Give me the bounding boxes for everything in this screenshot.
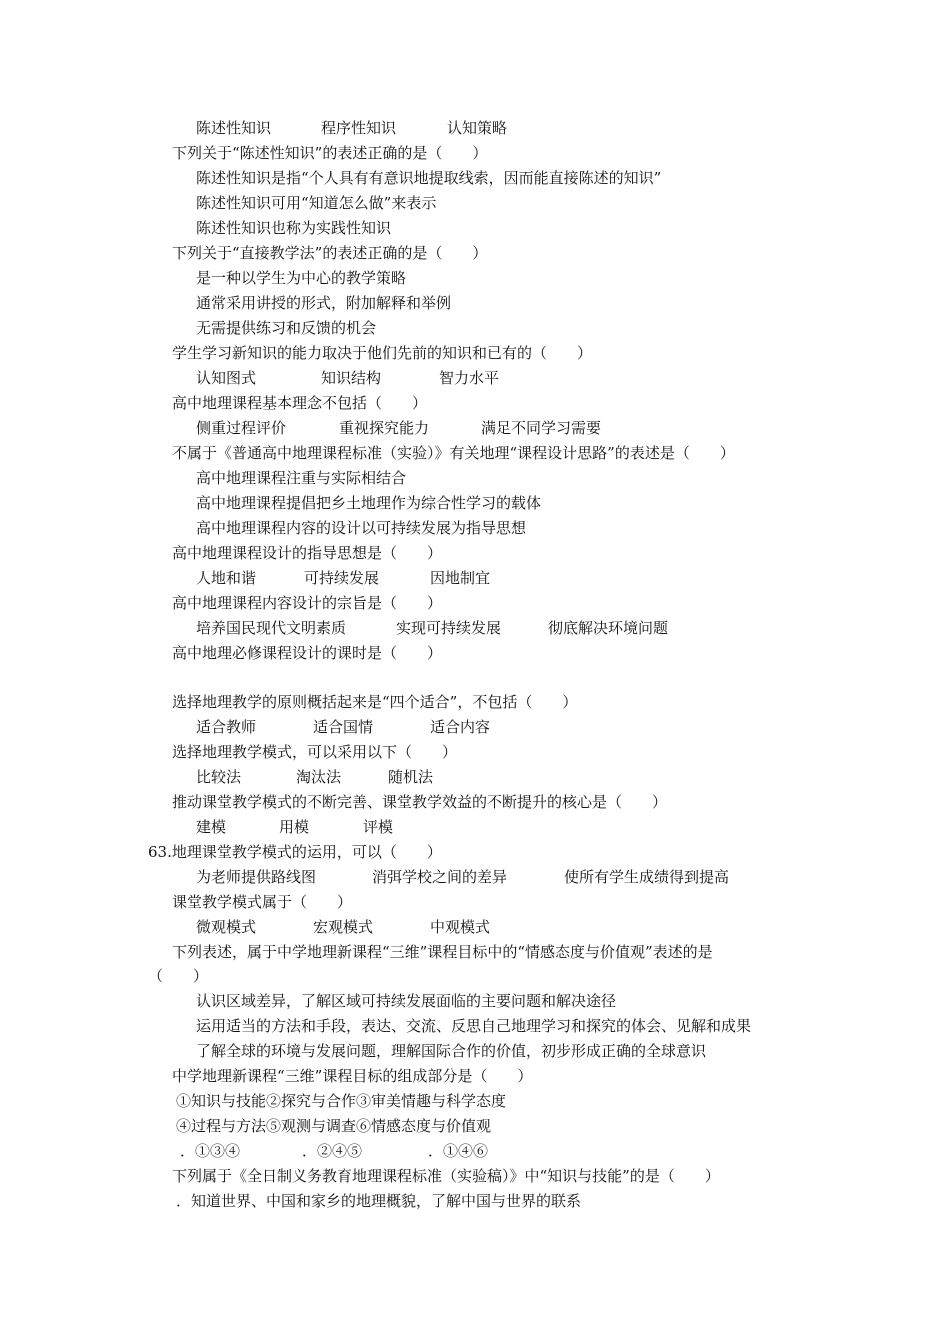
question-text: （ ） (148, 967, 209, 985)
answer-option: 比较法 (196, 768, 242, 786)
answer-option: 程序性知识 (321, 119, 397, 137)
question-text: 不属于《普通高中地理课程标准（实验）》有关地理“课程设计思路”的表述是（ ） (172, 444, 735, 462)
option-text: ①知识与技能②探究与合作③审美情趣与科学态度 (176, 1092, 507, 1110)
answer-option: 用模 (279, 818, 310, 836)
answer-option: 因地制宜 (430, 569, 491, 587)
answer-option: 中观模式 (430, 918, 491, 936)
answer-option: 宏观模式 (313, 918, 374, 936)
question-text: 学生学习新知识的能力取决于他们先前的知识和已有的（ ） (172, 344, 593, 362)
option-text: ④过程与方法⑤观测与调查⑥情感态度与价值观 (176, 1117, 492, 1135)
answer-option: 评模 (363, 818, 394, 836)
question-text: 高中地理课程基本理念不包括（ ） (172, 394, 428, 412)
answer-option: 适合教师 (196, 718, 257, 736)
option-text: 高中地理课程注重与实际相结合 (196, 469, 407, 487)
option-text: 运用适当的方法和手段，表达、交流、反思自己地理学习和探究的体会、见解和成果 (196, 1017, 752, 1035)
answer-option: 适合国情 (313, 718, 374, 736)
option-text: 通常采用讲授的形式，附加解释和举例 (196, 294, 452, 312)
answer-option: 淘汰法 (296, 768, 342, 786)
question-text: 推动课堂教学模式的不断完善、课堂教学效益的不断提升的核心是（ ） (172, 793, 668, 811)
option-text: 无需提供练习和反馈的机会 (196, 319, 377, 337)
answer-option: ．①④⑥ (428, 1142, 489, 1160)
option-text: ．知道世界、中国和家乡的地理概貌，了解中国与世界的联系 (176, 1192, 582, 1210)
question-text: 中学地理新课程“三维”课程目标的组成部分是（ ） (172, 1067, 533, 1085)
answer-option: 培养国民现代文明素质 (196, 619, 347, 637)
answer-option: 知识结构 (321, 369, 382, 387)
option-text: 陈述性知识是指“个人具有有意识地提取线索，因而能直接陈述的知识” (196, 169, 662, 187)
answer-option: 重视探究能力 (339, 419, 430, 437)
answer-option: 认知策略 (447, 119, 508, 137)
answer-option: ．②④⑤ (302, 1142, 363, 1160)
option-text: 了解全球的环境与发展问题，理解国际合作的价值，初步形成正确的全球意识 (196, 1042, 707, 1060)
question-text: 高中地理课程内容设计的宗旨是（ ） (172, 594, 443, 612)
question-text: 高中地理必修课程设计的课时是（ ） (172, 644, 443, 662)
answer-option: 侧重过程评价 (196, 419, 287, 437)
answer-option: 实现可持续发展 (396, 619, 502, 637)
option-text: 陈述性知识也称为实践性知识 (196, 219, 392, 237)
option-text: 是一种以学生为中心的教学策略 (196, 269, 407, 287)
question-text: 63.地理课堂教学模式的运用，可以（ ） (148, 843, 442, 861)
answer-option: 人地和谐 (196, 569, 257, 587)
question-text: 选择地理教学模式，可以采用以下（ ） (172, 743, 458, 761)
option-text: 高中地理课程提倡把乡土地理作为综合性学习的载体 (196, 494, 542, 512)
answer-option: 可持续发展 (304, 569, 380, 587)
answer-option: 使所有学生成绩得到提高 (564, 868, 730, 886)
answer-option: 智力水平 (439, 369, 500, 387)
question-text: 下列关于“直接教学法”的表述正确的是（ ） (172, 244, 488, 262)
question-text: 课堂教学模式属于（ ） (172, 893, 353, 911)
question-text: 高中地理课程设计的指导思想是（ ） (172, 544, 443, 562)
question-text: 下列表述，属于中学地理新课程“三维”课程目标中的“情感态度与价值观”表述的是 (172, 943, 713, 961)
option-text: 高中地理课程内容的设计以可持续发展为指导思想 (196, 519, 527, 537)
option-text: 陈述性知识可用“知道怎么做”来表示 (196, 194, 437, 212)
answer-option: 微观模式 (196, 918, 257, 936)
option-text: 认识区域差异，了解区域可持续发展面临的主要问题和解决途径 (196, 992, 617, 1010)
answer-option: 彻底解决环境问题 (548, 619, 669, 637)
answer-option: 适合内容 (430, 718, 491, 736)
answer-option: 认知图式 (196, 369, 257, 387)
answer-option: 随机法 (388, 768, 434, 786)
answer-option: ．①③④ (180, 1142, 241, 1160)
answer-option: 满足不同学习需要 (481, 419, 602, 437)
answer-option: 陈述性知识 (196, 119, 272, 137)
answer-option: 建模 (196, 818, 227, 836)
answer-option: 消弭学校之间的差异 (372, 868, 508, 886)
question-text: 下列关于“陈述性知识”的表述正确的是（ ） (172, 144, 488, 162)
question-text: 选择地理教学的原则概括起来是“四个适合”，不包括（ ） (172, 693, 578, 711)
question-text: 下列属于《全日制义务教育地理课程标准（实验稿）》中“知识与技能”的是（ ） (172, 1167, 720, 1185)
answer-option: 为老师提供路线图 (196, 868, 317, 886)
